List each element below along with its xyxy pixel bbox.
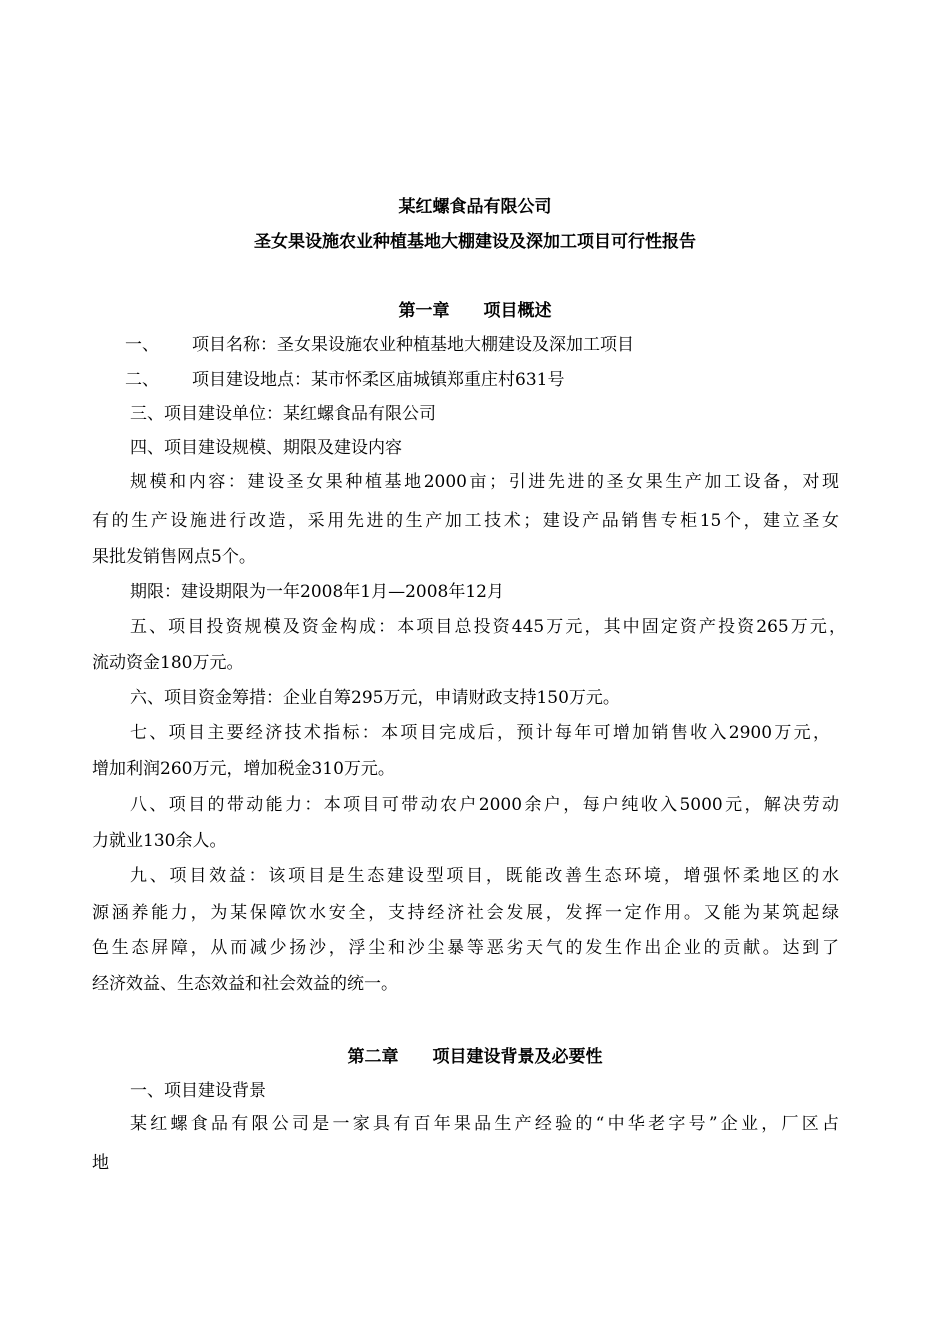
- item5-line-1: 五、项目投资规模及资金构成：本项目总投资445万元，其中固定资产投资265万元，: [130, 617, 846, 637]
- item9-line-2: 源涵养能力，为某保障饮水安全，支持经济社会发展，发挥一定作用。又能为某筑起绿: [92, 903, 839, 923]
- item1-number: 一、: [125, 335, 159, 355]
- scale-line-2: 有的生产设施进行改造，采用先进的生产加工技术；建设产品销售专柜15个，建立圣女: [92, 511, 839, 531]
- item8-line-1: 八、项目的带动能力：本项目可带动农户2000余户，每户纯收入5000元，解决劳动: [130, 795, 839, 815]
- company-title: 某红螺食品有限公司: [398, 197, 552, 217]
- item7-line-1: 七、项目主要经济技术指标：本项目完成后，预计每年可增加销售收入2900万元，: [130, 723, 830, 743]
- item9-line-3: 色生态屏障，从而减少扬沙，浮尘和沙尘暴等恶劣天气的发生作出企业的贡献。达到了: [92, 938, 839, 958]
- chapter2-section1: 一、项目建设背景: [130, 1081, 266, 1101]
- item9-line-4: 经济效益、生态效益和社会效益的统一。: [92, 974, 398, 994]
- scale-line-3: 果批发销售网点5个。: [92, 547, 256, 567]
- period-text: 期限：建设期限为一年2008年1月—2008年12月: [130, 582, 504, 602]
- item2-text: 项目建设地点：某市怀柔区庙城镇郑重庄村631号: [192, 370, 565, 390]
- chapter2-heading: 第二章 项目建设背景及必要性: [347, 1047, 603, 1067]
- item2-number: 二、: [125, 370, 159, 390]
- item9-line-1: 九、项目效益：该项目是生态建设型项目，既能改善生态环境，增强怀柔地区的水: [130, 866, 839, 886]
- scale-line-1: 规模和内容：建设圣女果种植基地2000亩；引进先进的圣女果生产加工设备，对现: [130, 472, 839, 492]
- chapter2-para-line-1: 某红螺食品有限公司是一家具有百年果品生产经验的“中华老字号”企业，厂区占: [130, 1114, 839, 1134]
- chapter2-para-line-2: 地: [92, 1153, 109, 1173]
- item5-line-2: 流动资金180万元。: [92, 653, 244, 673]
- item6-text: 六、项目资金筹措：企业自筹295万元，申请财政支持150万元。: [130, 688, 620, 708]
- chapter1-heading: 第一章 项目概述: [398, 301, 552, 321]
- item4-text: 四、项目建设规模、期限及建设内容: [130, 438, 402, 458]
- item8-line-2: 力就业130余人。: [92, 831, 227, 851]
- item1-text: 项目名称：圣女果设施农业种植基地大棚建设及深加工项目: [192, 335, 634, 355]
- item3-text: 三、项目建设单位：某红螺食品有限公司: [130, 404, 436, 424]
- item7-line-2: 增加利润260万元，增加税金310万元。: [92, 759, 395, 779]
- report-title: 圣女果设施农业种植基地大棚建设及深加工项目可行性报告: [254, 232, 696, 252]
